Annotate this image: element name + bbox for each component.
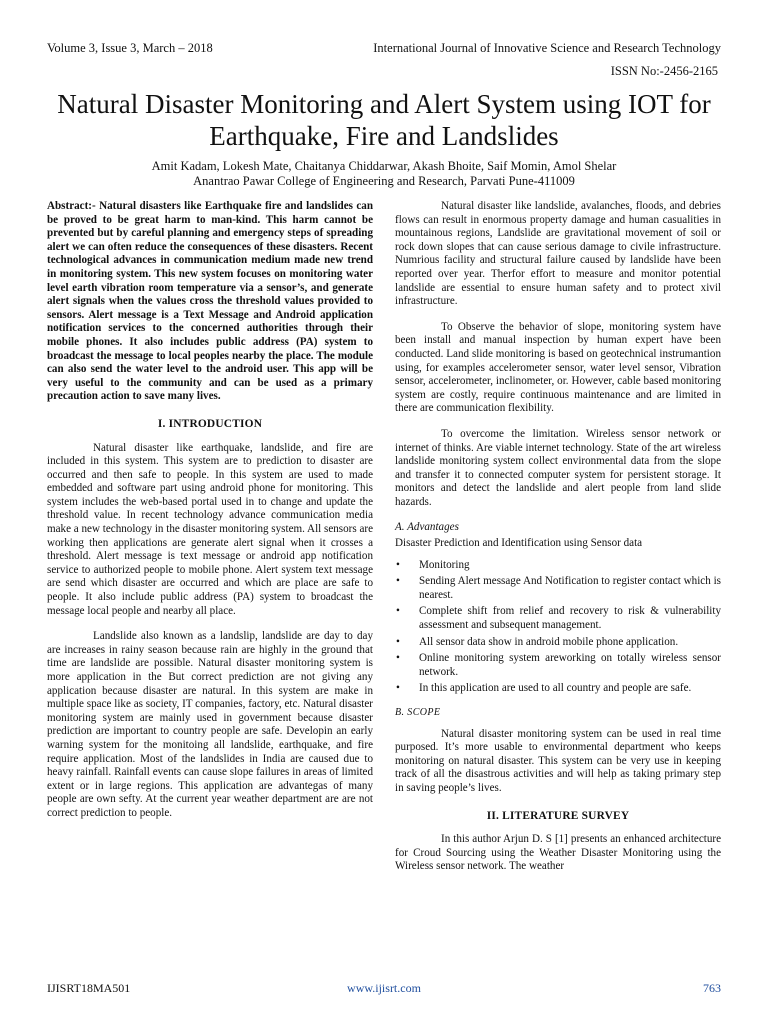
list-item xyxy=(395,605,721,632)
footer-paper-id: IJISRT18MA501 xyxy=(47,981,131,995)
list-item-text: All sensor data show in android mobile phone application. xyxy=(419,635,679,648)
paper-title: Natural Disaster Monitoring and Alert System using IOT for Earthquake, Fire and Landslides xyxy=(57,89,711,151)
intro-paragraph-1: Natural disaster like earthquake, landslide, and fire are included in this system. This system are to prediction to disaster are occurred and then safe to people. In this system are used to made embedded and software part using android phone for monitoring. This system includes the web-based portal used in to change and update the threshold value. In recent technology advance communication media make a new technology in the disaster monitoring system. All sensors are working then applications are generate alert signal when it crosses a threshold. Alert message is text message or android app notification service to authorized people to mobile phone. Alert system text message are send which disaster are occurred and which are place are safe to people. It also include public address (PA) system to broadcast the message local people and nearby all place. xyxy=(47,441,373,617)
affiliation: Anantrao Pawar College of Engineering and Research, Parvati Pune-411009 xyxy=(193,174,575,188)
author-block xyxy=(40,159,728,189)
list-item-text: In this application are used to all country and people are safe. xyxy=(419,682,692,695)
advantages-intro: Disaster Prediction and Identification using Sensor data xyxy=(395,537,643,550)
left-column xyxy=(47,200,373,833)
scope-paragraph: Natural disaster monitoring system can be used in real time purposed. It’s more usable to environmental department who keeps monitoring on natural disaster. This system can be very use in keeping track of all the disastrous activities and will help as taking primary step in saving people’s lives. xyxy=(395,727,721,794)
list-item xyxy=(395,652,721,679)
list-item-text: Complete shift from relief and recovery to risk & vulnerability assessment and subsequent management. xyxy=(419,605,721,632)
literature-paragraph: In this author Arjun D. S [1] presents an enhanced architecture for Croud Sourcing using the Weather Disaster Monitoring using the Wireless sensor network. The weather xyxy=(395,833,721,873)
bullet-icon: • xyxy=(396,635,400,648)
intro-paragraph-2: Landslide also known as a landslip, landslide are day to day are increases in rainy season because rain are highly in the ground that time are landslide are possible. Natural disaster monitoring system is more application in the But correct prediction are not giving any application because disaster are natural. In this system are make in multiple space like as society, IT companies, factory, etc. Natural disaster monitoring system are mainly used in government because disaster prediction are important to country people are safe. Developin an early warning system for the monitoing all landslide, earthquake, and fire require application. Most of the landslides in India are caused due to heavy rainfall. Rainfall events can cause slope failures in areas of limited extent or in large regions. This application are advantegas of many people are own sefty. At the current year weather department are are not correct prediction to people. xyxy=(47,630,373,819)
bullet-icon: • xyxy=(396,558,400,571)
page-number: 763 xyxy=(703,981,721,995)
right-column xyxy=(395,200,721,886)
list-item xyxy=(395,682,721,696)
list-item xyxy=(395,575,721,602)
authors: Amit Kadam, Lokesh Mate, Chaitanya Chiddarwar, Akash Bhoite, Saif Momin, Amol Shelar xyxy=(151,159,617,173)
bullet-icon: • xyxy=(396,605,400,618)
body-paragraph-2: To Observe the behavior of slope, monitoring system have been install and manual inspection by human expert have been conducted. Land slide monitoring is based on geotechnical instrumantion using, for examples accelerometer sensor, water level sensor, Vibration sensor, accelerometer, inclinometer, or. However, cable based monitoring system are costly, require continuous maintenance and are limited in there are communication flexibility. xyxy=(395,320,721,415)
journal-volume: Volume 3, Issue 3, March – 2018 xyxy=(47,41,213,55)
body-paragraph-1: Natural disaster like landslide, avalanches, floods, and debries flows can result in enormous property damage and human casualities in mountainous regions, Landslide are gravitational movement of soil or rock down slopes that can cause serious damage to civile infrastructure. Numrious facility and structural failure caused by landslide have been reported over year. Therfor effort to measure and monitor potential landslide are essential to ensure human safety and to protect xivil infrastructure. xyxy=(395,200,721,308)
list-item-text: Online monitoring system areworking on totally wireless sensor network. xyxy=(419,652,721,678)
bullet-icon: • xyxy=(396,652,400,665)
list-item xyxy=(395,636,721,650)
section-heading-literature-survey: II. LITERATURE SURVEY xyxy=(486,809,630,822)
list-item xyxy=(395,559,721,573)
abstract: Abstract:- Natural disasters like Earthquake fire and landslides can be proved to be great harm to man-kind. This harm cannot be prevented but by careful planning and emergency steps of spreading alert we can often reduce the consequences of these disasters. Recent technological advances in communication medium made new trend in monitoring system. This new system focuses on monitoring water level earth vibration room temperature via a sensor’s, and generate alert signals when the values cross the threshold values provided to sensors. Alert message is a Text Message and Android application notification services to the concerned authorities through their mobile phones. It also includes public address (PA) system to broadcast the message to local peoples nearby the place. The module can also send the water level to the android user. This app will be very useful to the community and can be used as a primary precaution action to save many lives. xyxy=(47,200,373,403)
list-item-text: Monitoring xyxy=(419,558,470,571)
advantages-list xyxy=(395,559,721,696)
subsection-heading-advantages: A. Advantages xyxy=(395,521,459,534)
issn: ISSN No:-2456-2165 xyxy=(610,64,718,78)
bullet-icon: • xyxy=(396,575,400,588)
subsection-heading-scope: B. SCOPE xyxy=(395,707,441,718)
bullet-icon: • xyxy=(396,682,400,695)
section-heading-introduction: I. INTRODUCTION xyxy=(157,417,263,430)
body-paragraph-3: To overcome the limitation. Wireless sensor network or internet of thinks. Are viable internet technology. State of the art wireless landslide monitoring system collect environmental data from the slope and transfer it to connected computer system for persistent storage. It monitors and detect the landslide and alert people from land slide hazards. xyxy=(395,427,721,508)
list-item-text: Sending Alert message And Notification to register contact which is nearest. xyxy=(419,575,721,601)
footer-website-link[interactable]: www.ijisrt.com xyxy=(347,981,421,995)
journal-name: International Journal of Innovative Science and Research Technology xyxy=(373,41,721,55)
